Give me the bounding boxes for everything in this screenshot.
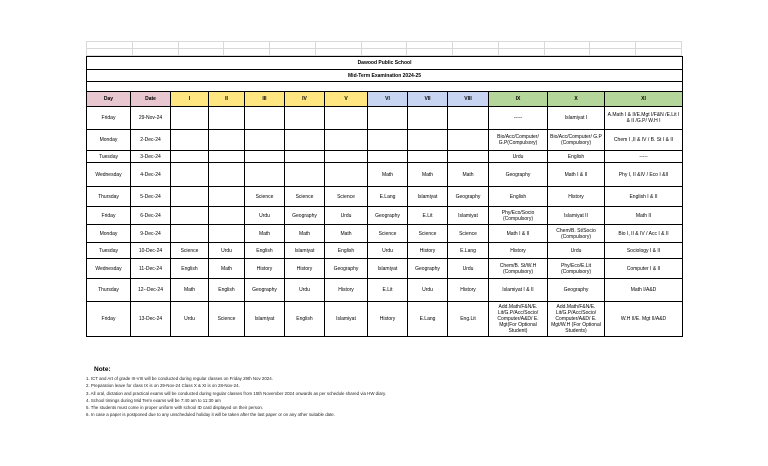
- subject-cell: Bio/Acc/Computer/ G.P (Compulsory): [548, 130, 605, 151]
- column-header: IX: [489, 92, 548, 107]
- subject-cell: History: [448, 279, 489, 302]
- day-cell: Friday: [87, 302, 131, 337]
- subject-cell: Islamiyat: [245, 302, 285, 337]
- column-header: V: [325, 92, 368, 107]
- note-item: 3. All oral, dictation and practical exams will be conducted during regular classes from 15th November 2024 onwards as per schedule shared via HW diary.: [86, 390, 387, 396]
- subject-cell: Islamiyat I & II: [489, 279, 548, 302]
- subject-cell: E.Lit: [408, 207, 448, 225]
- subject-cell: Urdu: [245, 207, 285, 225]
- subject-cell: [245, 107, 285, 130]
- subject-cell: English I & II: [605, 187, 683, 207]
- column-header: II: [209, 92, 245, 107]
- subject-cell: Science: [209, 302, 245, 337]
- subject-cell: History: [408, 243, 448, 259]
- subject-cell: Math: [448, 163, 489, 187]
- date-cell: 29-Nov-24: [131, 107, 171, 130]
- subject-cell: Phy I, II &IV / Eco I &II: [605, 163, 683, 187]
- subject-cell: Geography: [245, 279, 285, 302]
- subject-cell: Science: [171, 243, 209, 259]
- subject-cell: Geography: [408, 259, 448, 279]
- subject-cell: [245, 151, 285, 163]
- table-row: [87, 107, 683, 130]
- table-row: [87, 225, 683, 243]
- subject-cell: [245, 163, 285, 187]
- subject-cell: [171, 163, 209, 187]
- subject-cell: Geography: [368, 207, 408, 225]
- subject-cell: [171, 187, 209, 207]
- subject-cell: [285, 163, 325, 187]
- subject-cell: Add.Math/F&N/E. Lit/G.P/Acc/Socio/ Computer/A&D/ E. Mgt/W.H (For Optional Students): [548, 302, 605, 337]
- subject-cell: History: [245, 259, 285, 279]
- subject-cell: [408, 130, 448, 151]
- subject-cell: [171, 225, 209, 243]
- day-cell: Tuesday: [87, 151, 131, 163]
- day-cell: Wednesday: [87, 259, 131, 279]
- subject-cell: Islamiyat: [285, 243, 325, 259]
- subject-cell: [209, 207, 245, 225]
- subject-cell: English: [489, 187, 548, 207]
- exam-title: Mid-Term Examination 2024-25: [87, 70, 683, 82]
- day-cell: Monday: [87, 225, 131, 243]
- day-cell: Wednesday: [87, 163, 131, 187]
- subject-cell: Urdu: [368, 243, 408, 259]
- subject-cell: Math I & II: [489, 225, 548, 243]
- subject-cell: History: [325, 279, 368, 302]
- subject-cell: English: [245, 243, 285, 259]
- subject-cell: [209, 151, 245, 163]
- subject-cell: [171, 107, 209, 130]
- subject-cell: Phy/Eco/Socio (Compulsory): [489, 207, 548, 225]
- date-cell: 12--Dec-24: [131, 279, 171, 302]
- notes-section: [86, 366, 686, 419]
- table-row: [87, 187, 683, 207]
- subject-cell: Science: [448, 225, 489, 243]
- subject-cell: [285, 130, 325, 151]
- subject-cell: Math: [325, 225, 368, 243]
- table-row: [87, 243, 683, 259]
- subject-cell: Science: [325, 187, 368, 207]
- subject-cell: Math I/A&D: [605, 279, 683, 302]
- date-cell: 4-Dec-24: [131, 163, 171, 187]
- school-title: Dawood Public School: [87, 57, 683, 70]
- subject-cell: -----: [489, 107, 548, 130]
- subject-cell: Chem/B. St/W.H (Compulsory): [489, 259, 548, 279]
- subject-cell: Math: [209, 259, 245, 279]
- subject-cell: Geography: [448, 187, 489, 207]
- subject-cell: Geography: [325, 259, 368, 279]
- subject-cell: [209, 130, 245, 151]
- subject-cell: -----: [605, 151, 683, 163]
- subject-cell: Computer I & II: [605, 259, 683, 279]
- subject-cell: Islamiyat: [448, 207, 489, 225]
- day-cell: Monday: [87, 130, 131, 151]
- table-row: [87, 163, 683, 187]
- subject-cell: Bio/Acc/Computer/ G.P(Compulsory): [489, 130, 548, 151]
- subject-cell: [209, 107, 245, 130]
- subject-cell: Science: [408, 225, 448, 243]
- subject-cell: Math: [171, 279, 209, 302]
- subject-cell: English: [325, 243, 368, 259]
- subject-cell: Urdu: [325, 207, 368, 225]
- subject-cell: [448, 151, 489, 163]
- note-item: 5. The students must come in proper uniform with school ID card displayed on their person.: [86, 405, 264, 411]
- subject-cell: Urdu: [489, 151, 548, 163]
- notes-title: Note:: [94, 366, 111, 373]
- subject-cell: Math II: [605, 207, 683, 225]
- subject-cell: [325, 130, 368, 151]
- subject-cell: History: [368, 302, 408, 337]
- table-row: [87, 302, 683, 337]
- spreadsheet: [86, 41, 682, 337]
- subject-cell: Add.Math/F&N/E. Lit/G.P/Acc/Socio/ Computer/A&D/ E. Mgt(For Optional Student): [489, 302, 548, 337]
- day-cell: Friday: [87, 207, 131, 225]
- subject-cell: Bio I, II & IV / Acc I & II: [605, 225, 683, 243]
- column-header: Day: [87, 92, 131, 107]
- subject-cell: [285, 107, 325, 130]
- subject-cell: [245, 130, 285, 151]
- date-cell: 10-Dec-24: [131, 243, 171, 259]
- date-cell: 13-Dec-24: [131, 302, 171, 337]
- date-cell: 9-Dec-24: [131, 225, 171, 243]
- column-header: XI: [605, 92, 683, 107]
- subject-cell: Math: [408, 163, 448, 187]
- date-cell: 2-Dec-24: [131, 130, 171, 151]
- subject-cell: Urdu: [408, 279, 448, 302]
- subject-cell: Islamiyat: [325, 302, 368, 337]
- header-row: [87, 92, 683, 107]
- subject-cell: [368, 107, 408, 130]
- date-cell: 3-Dec-24: [131, 151, 171, 163]
- subject-cell: [285, 151, 325, 163]
- subject-cell: English: [171, 259, 209, 279]
- subject-cell: Urdu: [448, 259, 489, 279]
- subject-cell: Urdu: [209, 243, 245, 259]
- column-header: VIII: [448, 92, 489, 107]
- table-row: [87, 207, 683, 225]
- subject-cell: [209, 163, 245, 187]
- subject-cell: Urdu: [548, 243, 605, 259]
- column-header: Date: [131, 92, 171, 107]
- column-header: VI: [368, 92, 408, 107]
- subject-cell: E.Lit: [368, 279, 408, 302]
- day-cell: Thursday: [87, 279, 131, 302]
- subject-cell: [325, 151, 368, 163]
- subject-cell: Sociology I & II: [605, 243, 683, 259]
- subject-cell: E.Lang: [408, 302, 448, 337]
- day-cell: Tuesday: [87, 243, 131, 259]
- subject-cell: [171, 151, 209, 163]
- subject-cell: English: [548, 151, 605, 163]
- subject-cell: [448, 107, 489, 130]
- subject-cell: Urdu: [171, 302, 209, 337]
- date-cell: 11-Dec-24: [131, 259, 171, 279]
- subject-cell: Islamiyat II: [548, 207, 605, 225]
- subject-cell: Urdu: [285, 279, 325, 302]
- column-header: I: [171, 92, 209, 107]
- spacer-row: [87, 82, 683, 92]
- subject-cell: [368, 130, 408, 151]
- note-item: 2. Preparation leave for class IX is on 29-Nov-24 Class X & XI is on 28-Nov-24.: [86, 383, 240, 389]
- subject-cell: History: [285, 259, 325, 279]
- subject-cell: English: [285, 302, 325, 337]
- note-item: 6. In case a paper is postponed due to any unscheduled holiday it will be taken after the last paper or on any other suitable date.: [86, 412, 335, 418]
- subject-cell: Geography: [548, 279, 605, 302]
- column-header: VII: [408, 92, 448, 107]
- subject-cell: E.Lang: [368, 187, 408, 207]
- column-header: III: [245, 92, 285, 107]
- subject-cell: [448, 130, 489, 151]
- blank-grid: [86, 41, 682, 56]
- day-cell: Friday: [87, 107, 131, 130]
- subject-cell: Geography: [489, 163, 548, 187]
- subject-cell: Chem I ,II & IV / B. St I & II: [605, 130, 683, 151]
- subject-cell: Science: [368, 225, 408, 243]
- subject-cell: [209, 225, 245, 243]
- subject-cell: History: [548, 187, 605, 207]
- day-cell: Thursday: [87, 187, 131, 207]
- subject-cell: [325, 107, 368, 130]
- note-item: 1. ICT and Art of grade III-VIII will be conducted during regular classes on Friday 29th Nov 2024.: [86, 376, 273, 381]
- subject-cell: Islamiyat I: [548, 107, 605, 130]
- notes-list: [86, 375, 686, 419]
- date-cell: 6-Dec-24: [131, 207, 171, 225]
- subject-cell: [368, 151, 408, 163]
- date-cell: 5-Dec-24: [131, 187, 171, 207]
- subject-cell: [408, 107, 448, 130]
- subject-cell: Chem/B. St/Socio (Compulsory): [548, 225, 605, 243]
- subject-cell: Math: [245, 225, 285, 243]
- subject-cell: History: [489, 243, 548, 259]
- subject-cell: W.H II/E. Mgt II/A&D: [605, 302, 683, 337]
- table-row: [87, 279, 683, 302]
- table-row: [87, 259, 683, 279]
- table-row: [87, 151, 683, 163]
- subject-cell: [408, 151, 448, 163]
- column-header: IV: [285, 92, 325, 107]
- subject-cell: English: [209, 279, 245, 302]
- subject-cell: [171, 207, 209, 225]
- subject-cell: Eng.Lit: [448, 302, 489, 337]
- subject-cell: Phy/Eco/E.Lit (Compulsory): [548, 259, 605, 279]
- subject-cell: [325, 163, 368, 187]
- note-item: 4. School timings during Mid Term exams will be 7:40 am to 11:30 am: [86, 397, 221, 403]
- subject-cell: Geography: [285, 207, 325, 225]
- subject-cell: Islamiyat: [368, 259, 408, 279]
- table-row: [87, 130, 683, 151]
- subject-cell: A.Math I & II/E.Mgt I/F&N /E.Lit I & II /G.P/ W.H I: [605, 107, 683, 130]
- subject-cell: Math I & II: [548, 163, 605, 187]
- subject-cell: Science: [245, 187, 285, 207]
- column-header: X: [548, 92, 605, 107]
- subject-cell: Islamiyat: [408, 187, 448, 207]
- subject-cell: [171, 130, 209, 151]
- subject-cell: E.Lang: [448, 243, 489, 259]
- timetable: [86, 56, 683, 337]
- subject-cell: Math: [285, 225, 325, 243]
- subject-cell: Science: [285, 187, 325, 207]
- subject-cell: [209, 187, 245, 207]
- subject-cell: Math: [368, 163, 408, 187]
